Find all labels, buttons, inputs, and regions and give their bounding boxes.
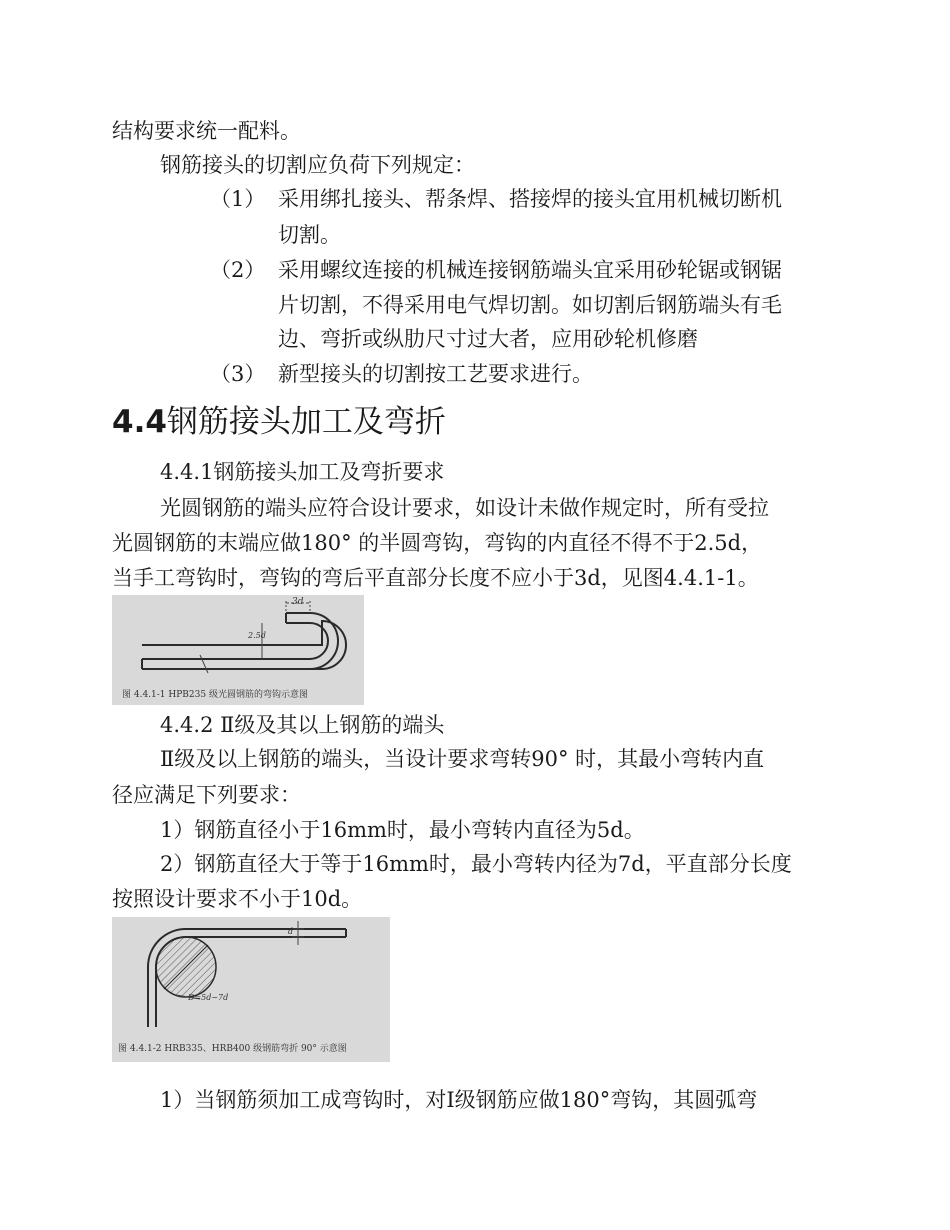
- dim-label: D=5d~7d: [188, 993, 229, 1002]
- paragraph-line: 1）当钢筋须加工成弯钩时，对Ⅰ级钢筋应做180°弯钩，其圆弧弯: [160, 1088, 758, 1112]
- figure-hook-180: [112, 595, 364, 705]
- list-text: 切割。: [278, 223, 341, 247]
- list-text: 采用绑扎接头、帮条焊、搭接焊的接头宜用机械切断机: [278, 187, 782, 211]
- list-number: （3）: [210, 362, 266, 386]
- section-number: 4.4: [112, 404, 167, 440]
- list-text: 1）钢筋直径小于16mm时，最小弯转内直径为5d。: [160, 818, 645, 842]
- paragraph-line: 当手工弯钩时，弯钩的弯后平直部分长度不应小于3d，见图4.4.1-1。: [112, 566, 759, 590]
- dim-label: 3d: [292, 597, 304, 607]
- list-text: 按照设计要求不小于10d。: [112, 887, 363, 911]
- figure-caption: 图 4.4.1-1 HPB235 级光圆钢筋的弯钩示意图: [122, 690, 308, 700]
- section-heading: [112, 402, 446, 442]
- list-text: 新型接头的切割按工艺要求进行。: [278, 362, 593, 386]
- list-text: 边、弯折或纵肋尺寸过大者，应用砂轮机修磨: [278, 327, 698, 351]
- figure-caption: 图 4.4.1-2 HRB335、HRB400 级钢筋弯折 90° 示意图: [118, 1044, 347, 1054]
- paragraph-line: 结构要求统一配料。: [112, 119, 301, 143]
- paragraph-line: 光圆钢筋的端头应符合设计要求，如设计未做作规定时，所有受拉: [160, 496, 769, 520]
- figure-bend-90: [112, 917, 390, 1062]
- list-number: （1）: [210, 187, 266, 211]
- paragraph-line: Ⅱ级及以上钢筋的端头，当设计要求弯转90° 时，其最小弯转内直: [160, 747, 765, 771]
- dim-label: d: [288, 927, 294, 936]
- list-text: 采用螺纹连接的机械连接钢筋端头宜采用砂轮锯或钢锯: [278, 258, 782, 282]
- list-text: 片切割，不得采用电气焊切割。如切割后钢筋端头有毛: [278, 293, 782, 317]
- list-number: （2）: [210, 258, 266, 282]
- subsection-heading: 4.4.2 Ⅱ级及其以上钢筋的端头: [160, 713, 445, 737]
- section-title: 钢筋接头加工及弯折: [166, 404, 446, 440]
- paragraph-line: 径应满足下列要求：: [112, 783, 301, 807]
- subsection-heading: 4.4.1钢筋接头加工及弯折要求: [160, 460, 445, 484]
- dim-label: 2.5d: [248, 631, 266, 640]
- paragraph-line: 光圆钢筋的末端应做180° 的半圆弯钩，弯钩的内直径不得不于2.5d，: [112, 531, 763, 555]
- paragraph-line: 钢筋接头的切割应负荷下列规定：: [160, 153, 475, 177]
- list-text: 2）钢筋直径大于等于16mm时，最小弯转内径为7d，平直部分长度: [160, 852, 792, 876]
